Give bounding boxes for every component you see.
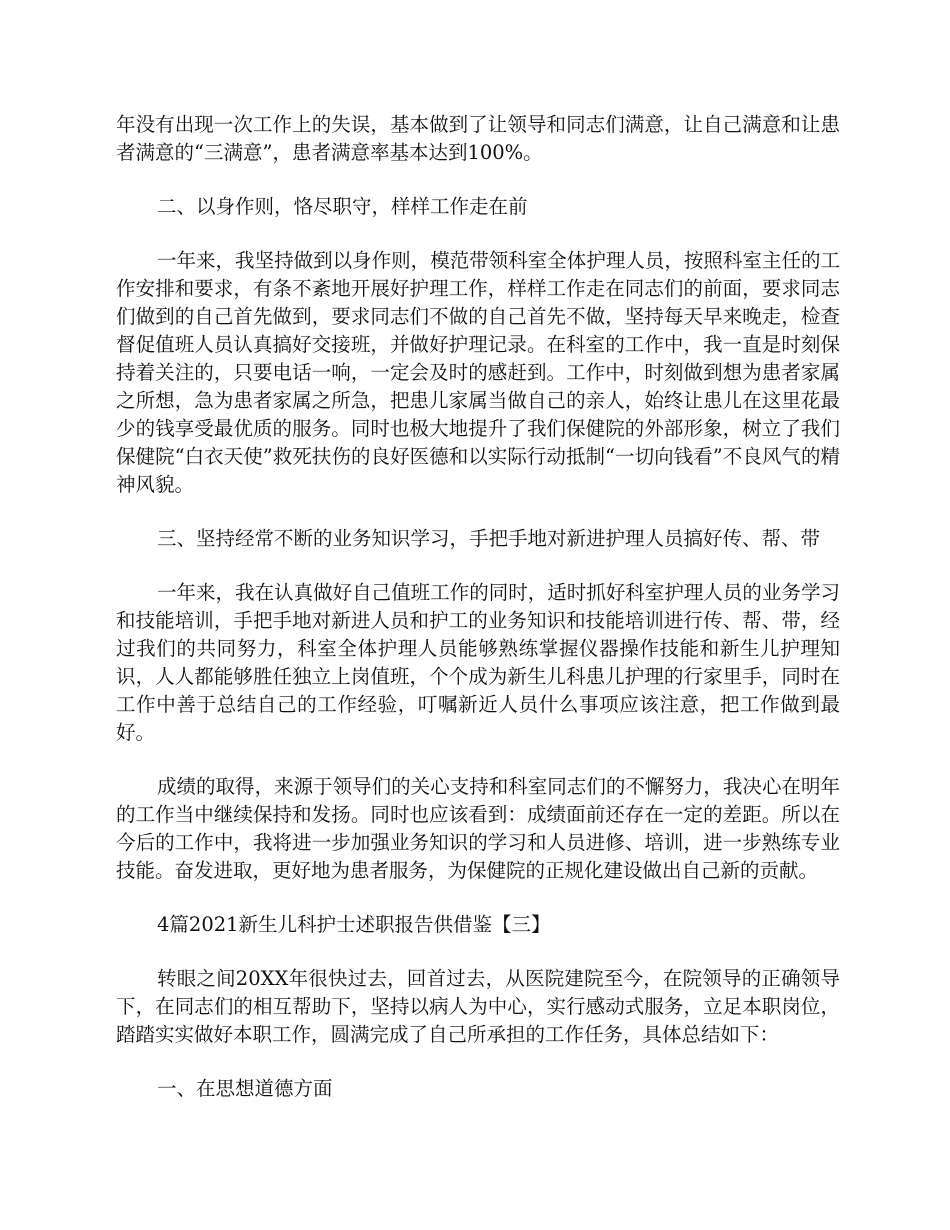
section-heading-3: 三、坚持经常不断的业务知识学习，手把手地对新进护理人员搞好传、帮、带 bbox=[157, 527, 821, 550]
paragraph-training: 一年来，我在认真做好自己值班工作的同时，适时抓好科室护理人员的业务学习和技能培训，手把手地对新进人员和护工的业务知识和技能培训进行传、帮、带，经过我们的共同努力，科室全体护理人员能够熟练掌握仪器操作技能和新生儿护理知识，人人都能够胜任独立上岗值班，个个成为新生儿科患儿护理的行家里手，同时在工作中善于总结自己的工作经验，叮嘱新近人员什么事项应该注意，把工作做到最好。 bbox=[116, 581, 840, 744]
paragraph-achievements: 成绩的取得，来源于领导们的关心支持和科室同志们的不懈努力，我决心在明年的工作当中继续保持和发扬。同时也应该看到：成绩面前还存在一定的差距。所以在今后的工作中，我将进一步加强业务知识的学习和人员进修、培训，进一步熟练专业技能。奋发进取，更好地为患者服务，为保健院的正规化建设做出自己新的贡献。 bbox=[116, 775, 840, 882]
paragraph-continuation: 年没有出现一次工作上的失误，基本做到了让领导和同志们满意，让自己满意和让患者满意的“三满意”，患者满意率基本达到100%。 bbox=[116, 113, 840, 164]
paragraph-lead-by-example: 一年来，我坚持做到以身作则，模范带领科室全体护理人员，按照科室主任的工作安排和要求，有条不紊地开展好护理工作，样样工作走在同志们的前面，要求同志们做到的自己首先做到，要求同志们不做的自己首先不做，坚持每天早来晚走，检查督促值班人员认真搞好交接班，并做好护理记录。在科室的工作中，我一直是时刻保持着关注的，只要电话一响，一定会及时的感赶到。工作中，时刻做到想为患者家属之所想，急为患者家属之所急，把患儿家属当做自己的亲人，始终让患儿在这里花最少的钱享受最优质的服务。同时也极大地提升了我们保健院的外部形象，树立了我们保健院“白衣天使”救死扶伤的良好医德和以实际行动抵制“一切向钱看”不良风气的精神风貌。 bbox=[116, 249, 840, 496]
section-heading-2: 二、以身作则，恪尽职守，样样工作走在前 bbox=[157, 195, 528, 218]
report-title-three: 4篇2021新生儿科护士述职报告供借鉴【三】 bbox=[157, 913, 551, 936]
paragraph-intro: 转眼之间20XX年很快过去，回首过去，从医院建院至今，在院领导的正确领导下，在同志们的相互帮助下，坚持以病人为中心，实行感动式服务，立足本职岗位，踏踏实实做好本职工作，圆满完成了自己所承担的工作任务，具体总结如下： bbox=[116, 967, 840, 1046]
section-heading-1: 一、在思想道德方面 bbox=[157, 1077, 333, 1100]
